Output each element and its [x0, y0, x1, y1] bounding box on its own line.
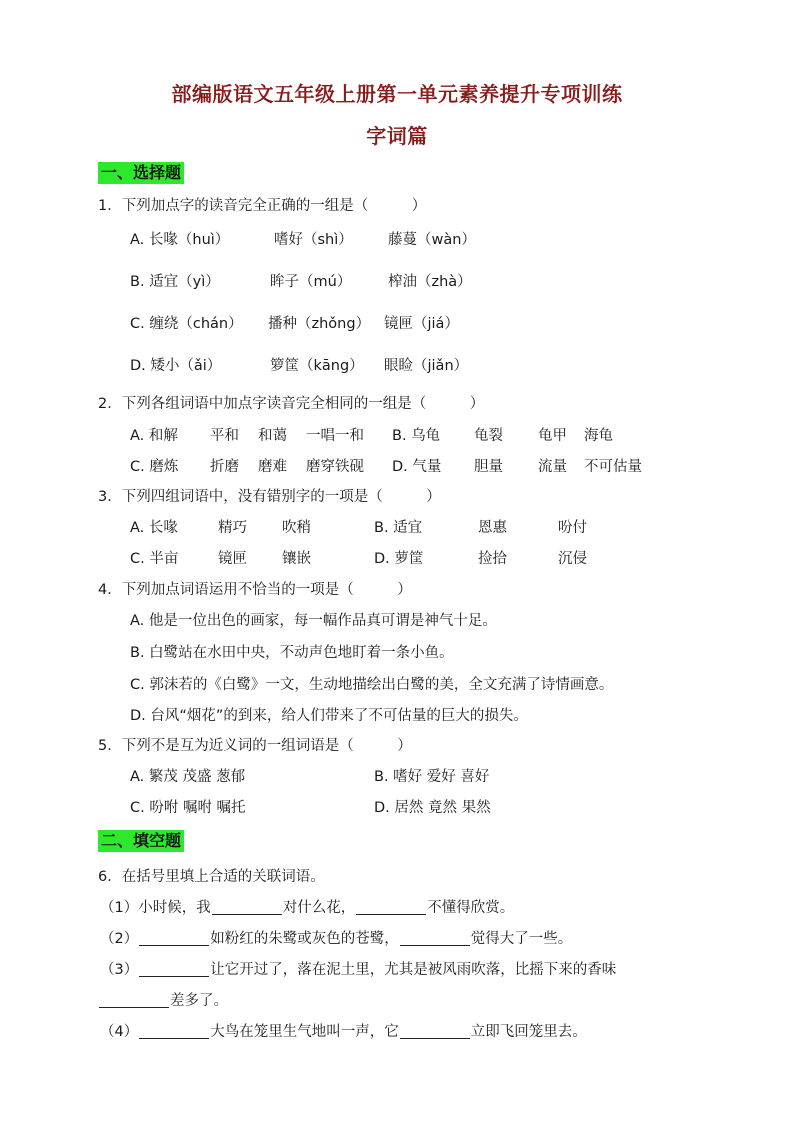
question-2-stem: 2．下列各组词语中加点字读音完全相同的一组是（ ）: [98, 396, 485, 412]
word-cell: 镶嵌: [282, 551, 311, 567]
answer-blank[interactable]: [139, 929, 209, 946]
word-cell: 沉侵: [558, 551, 587, 567]
option-cell: B. 适宜（yì）: [130, 274, 220, 290]
word-cell: 龟甲: [538, 428, 567, 444]
option-cell: 箩筐（kāng）: [270, 358, 364, 374]
answer-blank[interactable]: [139, 1022, 209, 1039]
word-cell: C. 磨炼: [130, 459, 179, 475]
answer-blank[interactable]: [400, 929, 470, 946]
option-cell: 眸子（mú）: [270, 274, 352, 290]
sentence-text: 立即飞回笼里去。: [470, 1024, 587, 1040]
sentence-text: 大鸟在笼里生气地叫一声，它: [210, 1024, 399, 1040]
word-cell: 磨穿铁砚: [306, 459, 364, 475]
question-6-sentence-3: [100, 960, 616, 980]
answer-blank[interactable]: [99, 991, 169, 1008]
word-cell: D. 气量: [392, 459, 442, 475]
word-cell: 海龟: [584, 428, 613, 444]
sentence-text: 对什么花，: [282, 900, 356, 916]
word-cell: A. 长喙: [130, 520, 178, 536]
question-3-stem: 3．下列四组词语中，没有错别字的一项是（ ）: [98, 489, 441, 505]
question-5-stem: 5．下列不是互为近义词的一组词语是（ ）: [98, 738, 412, 754]
option-cell: B. 嗜好 爱好 喜好: [374, 769, 490, 785]
word-cell: A. 和解: [130, 428, 178, 444]
question-6-sentence-2: [100, 929, 572, 949]
option-cell: 眼睑（jiǎn）: [384, 358, 469, 374]
question-1-stem: 1．下列加点字的读音完全正确的一组是（ ）: [98, 198, 427, 214]
word-cell: 吩付: [558, 520, 587, 536]
word-cell: 折磨: [210, 459, 239, 475]
option-cell: 播种（zhǒng）: [268, 316, 371, 332]
question-6-sentence-4: [100, 1022, 587, 1042]
word-cell: D. 萝筐: [374, 551, 424, 567]
word-cell: 和蔼: [258, 428, 287, 444]
option-cell: 榨油（zhà）: [388, 274, 472, 290]
option-cell: 嗜好（shì）: [274, 232, 353, 248]
question-6-sentence-1: [100, 898, 514, 918]
sentence-text: 如粉红的朱鹭或灰色的苍鹭，: [210, 931, 399, 947]
sentence-text: （1）小时候，我: [100, 900, 211, 916]
word-cell: 磨难: [258, 459, 287, 475]
word-cell: 精巧: [218, 520, 247, 536]
word-cell: C. 半亩: [130, 551, 179, 567]
option-cell: A. 繁茂 茂盛 葱郁: [130, 769, 246, 785]
answer-blank[interactable]: [400, 1022, 470, 1039]
sentence-text: 让它开过了，落在泥土里，尤其是被风雨吹落，比摇下来的香味: [210, 962, 617, 978]
answer-blank[interactable]: [356, 898, 426, 915]
question-4-option-b: B. 白鹭站在水田中央，不动声色地盯着一条小鱼。: [130, 645, 454, 661]
sentence-text: 差多了。: [170, 993, 228, 1009]
sentence-text: 不懂得欣赏。: [427, 900, 515, 916]
word-cell: 吹稍: [282, 520, 311, 536]
option-cell: D. 矮小（ǎi）: [130, 358, 222, 374]
section-heading-fill: 二、填空题: [98, 830, 184, 852]
option-cell: A. 长喙（huì）: [130, 232, 230, 248]
option-cell: D. 居然 竟然 果然: [374, 800, 491, 816]
sentence-text: （2）: [100, 931, 139, 947]
option-cell: C. 缠绕（chán）: [130, 316, 243, 332]
page-title: 部编版语文五年级上册第一单元素养提升专项训练: [171, 82, 623, 106]
sentence-text: （3）: [100, 962, 139, 978]
question-4-option-a: A. 他是一位出色的画家，每一幅作品真可谓是神气十足。: [130, 613, 497, 629]
section-heading-choice: 一、选择题: [98, 162, 184, 184]
word-cell: 捡拾: [478, 551, 507, 567]
sentence-text: 觉得大了一些。: [470, 931, 573, 947]
word-cell: B. 适宜: [374, 520, 423, 536]
question-6-sentence-3-continued: [98, 991, 228, 1011]
page-subtitle: 字词篇: [366, 124, 428, 148]
word-cell: 镜匣: [218, 551, 247, 567]
word-cell: 不可估量: [584, 459, 642, 475]
word-cell: 一唱一和: [306, 428, 364, 444]
word-cell: B. 乌龟: [392, 428, 441, 444]
word-cell: 平和: [210, 428, 239, 444]
word-cell: 恩惠: [478, 520, 507, 536]
question-4-option-d: D. 台风“烟花”的到来，给人们带来了不可估量的巨大的损失。: [130, 708, 528, 724]
sentence-text: （4）: [100, 1024, 139, 1040]
question-4-stem: 4．下列加点词语运用不恰当的一项是（ ）: [98, 582, 412, 598]
option-cell: 藤蔓（wàn）: [388, 232, 476, 248]
word-cell: 流量: [538, 459, 567, 475]
word-cell: 胆量: [474, 459, 503, 475]
answer-blank[interactable]: [212, 898, 282, 915]
question-6-stem: 6．在括号里填上合适的关联词语。: [98, 869, 325, 885]
word-cell: 龟裂: [474, 428, 503, 444]
question-4-option-c: C. 郭沫若的《白鹭》一文，生动地描绘出白鹭的美，全文充满了诗情画意。: [130, 677, 614, 693]
option-cell: 镜匣（jiá）: [384, 316, 459, 332]
option-cell: C. 吩咐 嘱咐 嘱托: [130, 800, 246, 816]
answer-blank[interactable]: [139, 960, 209, 977]
